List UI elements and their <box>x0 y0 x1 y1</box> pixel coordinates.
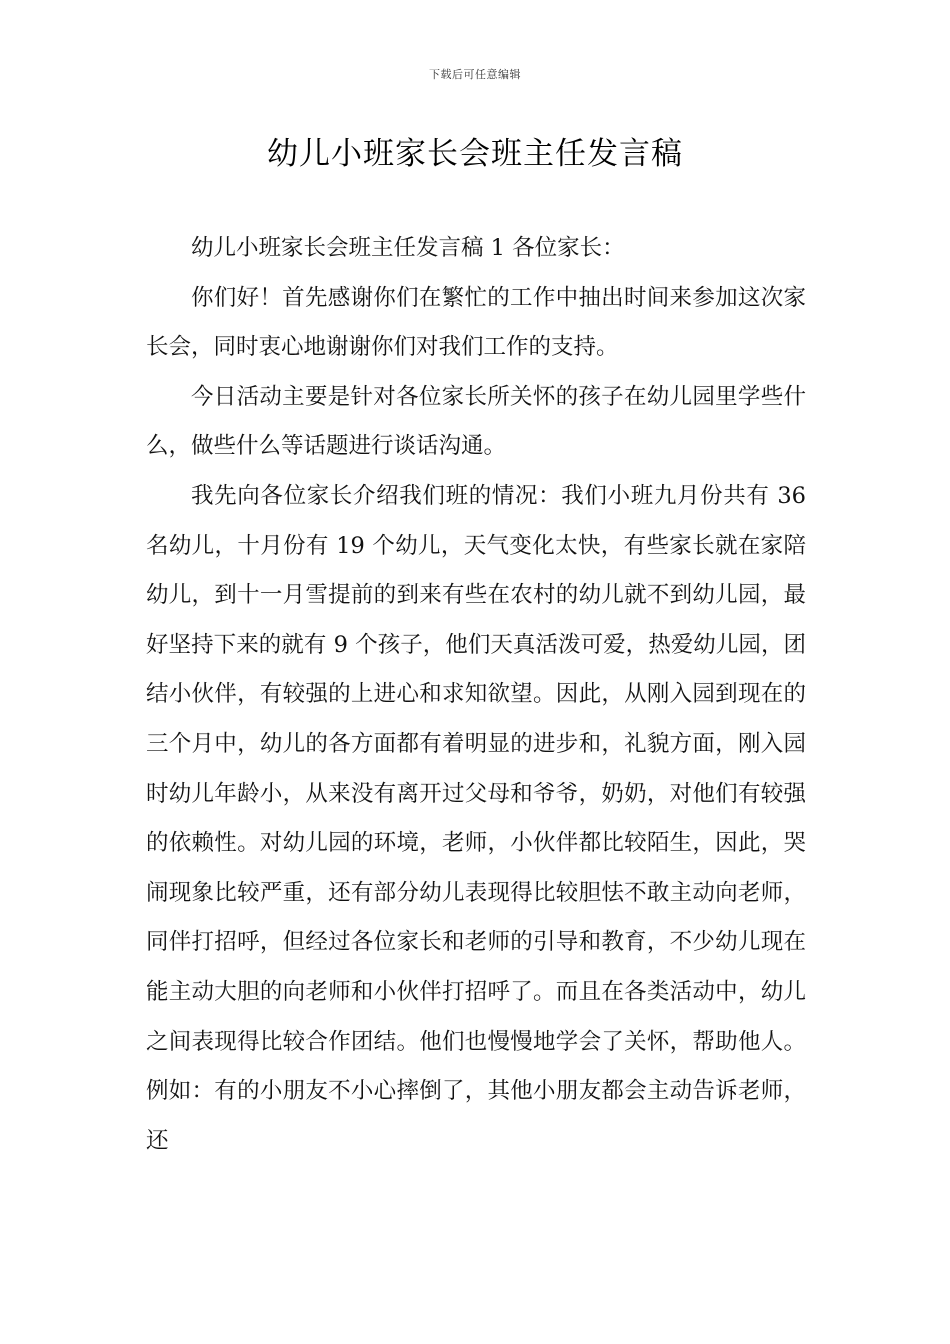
header-note: 下载后可任意编辑 <box>429 68 521 81</box>
paragraph-3: 今日活动主要是针对各位家长所关怀的孩子在幼儿园里学些什么，做些什么等话题进行谈话沟通。 <box>146 383 806 460</box>
document-title: 幼儿小班家长会班主任发言稿 <box>267 136 683 172</box>
document-body <box>146 224 806 1166</box>
paragraph-1: 幼儿小班家长会班主任发言稿 1 各位家长： <box>191 235 625 261</box>
paragraph-4: 我先向各位家长介绍我们班的情况：我们小班九月份共有 36 名幼儿，十月份有 19 个幼儿，天气变化太快，有些家长就在家陪幼儿，到十一月雪提前的到来有些在农村的幼儿就不到幼儿园，最好坚持下来的就有 9 个孩子，他们天真活泼可爱，热爱幼儿园，团结小伙伴，有较强的上进心和求知欲望。因此，从刚入园到现在的三个月中，幼儿的各方面都有着明显的进步和，礼貌方面，刚入园时幼儿年龄小，从来没有离开过父母和爷爷，奶奶，对他们有较强的依赖性。对幼儿园的环境，老师，小伙伴都比较陌生，因此，哭闹现象比较严重，还有部分幼儿表现得比较胆怯不敢主动向老师，同伴打招呼，但经过各位家长和老师的引导和教育，不少幼儿现在能主动大胆的向老师和小伙伴打招呼了。而且在各类活动中，幼儿之间表现得比较合作团结。他们也慢慢地学会了关怀，帮助他人。例如：有的小朋友不小心摔倒了，其他小朋友都会主动告诉老师，还 <box>146 482 806 1154</box>
paragraph-2: 你们好！首先感谢你们在繁忙的工作中抽出时间来参加这次家长会，同时衷心地谢谢你们对我们工作的支持。 <box>146 284 806 361</box>
